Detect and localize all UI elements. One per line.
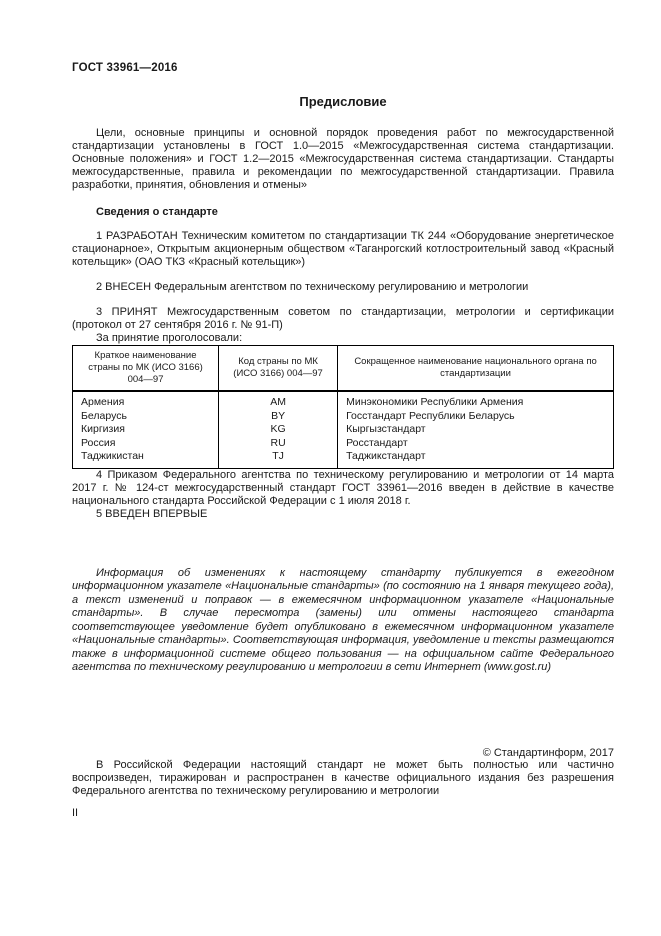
code-cell: KG (219, 423, 338, 437)
column-header-country: Краткое наименование страны по МК (ИСО 3166) 004—97 (73, 346, 219, 392)
clause-1: 1 РАЗРАБОТАН Техническим комитетом по стандартизации ТК 244 «Оборудование энергетическое стационарное», Открытым акционерным обществом «Таганрогский котлостроительный завод «Красный котельщик» (ОАО ТКЗ «Красный котельщик») (72, 230, 614, 268)
doc-code: ГОСТ 33961—2016 (72, 62, 178, 74)
table-row (73, 423, 614, 437)
clause-2: 2 ВНЕСЕН Федеральным агентством по техническому регулированию и метрологии (96, 281, 529, 293)
vote-lead: За принятие проголосовали: (96, 332, 243, 344)
table-row (73, 437, 614, 451)
code-cell: RU (219, 437, 338, 451)
voting-table (72, 345, 614, 469)
table-row (73, 391, 614, 410)
intro-paragraph: Цели, основные принципы и основной порядок проведения работ по межгосударственной стандартизации установлены в ГОСТ 1.0—2015 «Межгосударственная система стандартизации. Основные положения» и ГОСТ 1.2—2015 «Межгосударственная система стандартизации. Стандарты межгосударственные, правила и рекомендации по межгосударственной стандартизации. Правила разработки, принятия, обновления и отмены» (72, 127, 614, 191)
country-cell: Армения (73, 391, 219, 410)
org-cell: Госстандарт Республики Беларусь (338, 410, 614, 424)
org-cell: Таджикстандарт (338, 450, 614, 468)
org-cell: Минэкономики Республики Армения (338, 391, 614, 410)
code-cell: TJ (219, 450, 338, 468)
copyright-line: © Стандартинформ, 2017 (482, 746, 614, 759)
org-cell: Росстандарт (338, 437, 614, 451)
column-header-code: Код страны по МК (ИСО 3166) 004—97 (219, 346, 338, 392)
country-cell: Беларусь (73, 410, 219, 424)
code-cell: AM (219, 391, 338, 410)
clause-3: 3 ПРИНЯТ Межгосударственным советом по стандартизации, метрологии и сертификации (протокол от 27 сентября 2016 г. № 91-П) (72, 306, 614, 331)
page-title: Предисловие (299, 94, 387, 109)
table-row (73, 410, 614, 424)
code-cell: BY (219, 410, 338, 424)
country-cell: Россия (73, 437, 219, 451)
org-cell: Кыргызстандарт (338, 423, 614, 437)
section-heading-standard-info: Сведения о стандарте (96, 206, 218, 218)
reproduction-note: В Российской Федерации настоящий стандарт не может быть полностью или частично воспроизведен, тиражирован и распространен в качестве официального издания без разрешения Федерального агентства по техническому регулированию и метрологии (72, 758, 614, 797)
table-row (73, 450, 614, 468)
amendments-notice: Информация об изменениях к настоящему стандарту публикуется в ежегодном информационном указателе «Национальные стандарты» (по состоянию на 1 января текущего года), а текст изменений и поправок — в ежемесячном информационном указателе «Национальные стандарты». В случае пересмотра (замены) или отмены настоящего стандарта соответствующее уведомление будет опубликовано в ежемесячном информационном указателе «Национальные стандарты». Соответствующая информация, уведомление и тексты размещаются также в информационной системе общего пользования — на официальном сайте Федерального агентства по техническому регулированию и метрологии в сети Интернет (www.gost.ru) (72, 566, 614, 673)
country-cell: Таджикистан (73, 450, 219, 468)
voting-table-header (73, 346, 614, 392)
country-cell: Киргизия (73, 423, 219, 437)
column-header-org: Сокращенное наименование национального органа по стандартизации (338, 346, 614, 392)
clause-4: 4 Приказом Федерального агентства по техническому регулированию и метрологии от 14 марта 2017 г. № 124-ст межгосударственный стандарт ГОСТ 33961—2016 введен в действие в качестве национального стандарта Российской Федерации с 1 июля 2018 г. (72, 468, 614, 507)
clause-5: 5 ВВЕДЕН ВПЕРВЫЕ (96, 507, 208, 520)
page-number: II (72, 806, 79, 819)
